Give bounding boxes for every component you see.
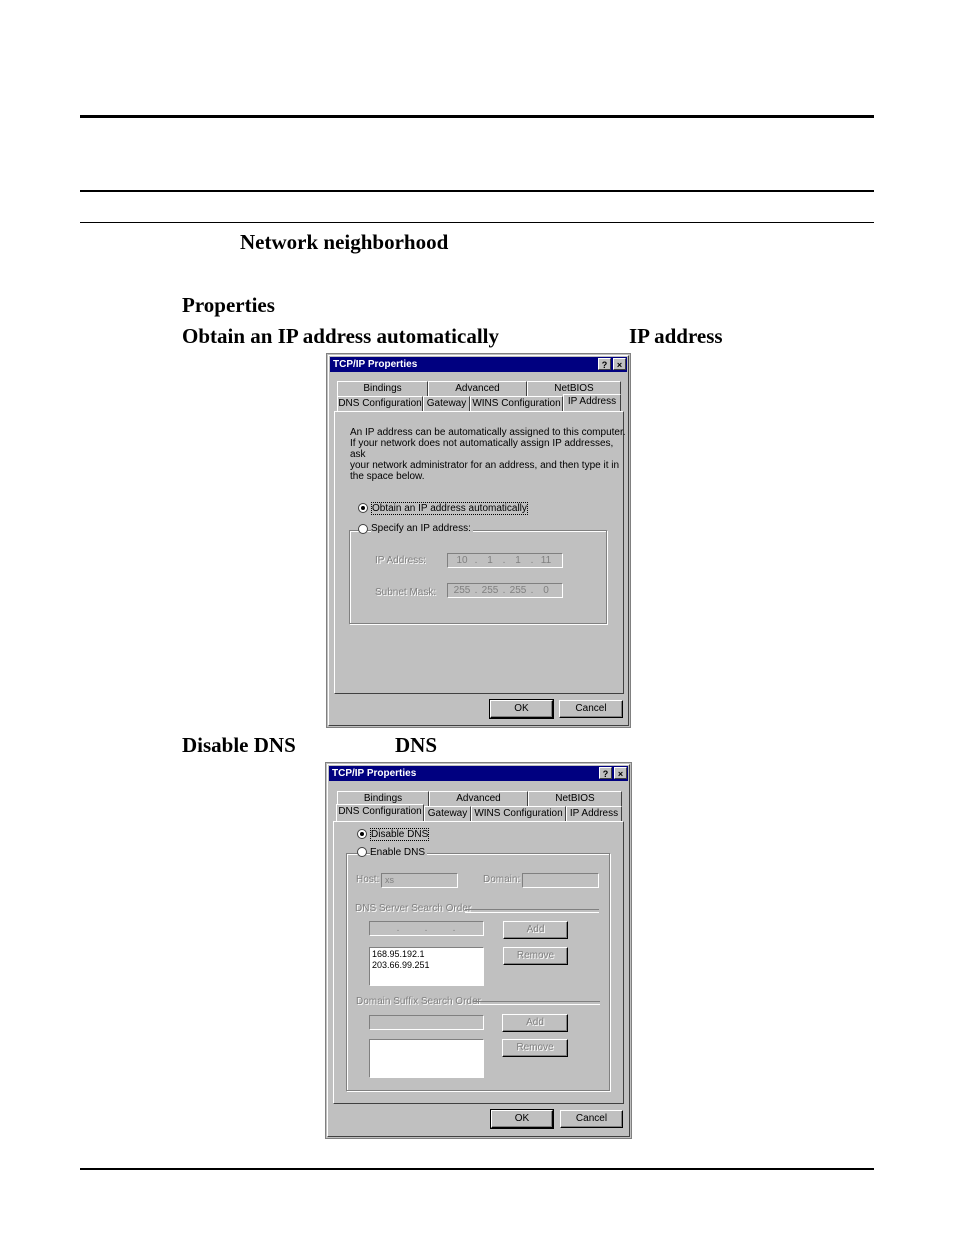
add-dns-button[interactable]: Add: [503, 921, 568, 939]
heading-properties: Properties: [182, 293, 275, 317]
radio-obtain-ip-label[interactable]: Obtain an IP address automatically: [372, 503, 527, 514]
suffix-input[interactable]: [369, 1015, 484, 1030]
subnet-mask-label: Subnet Mask:: [375, 587, 437, 598]
remove-suffix-button[interactable]: Remove: [502, 1039, 568, 1057]
description-text: An IP address can be automatically assigned to this computer. If your network does not automatically assign IP addresses, ask your network administrator for an address, and then type it in the space below.: [350, 427, 626, 482]
help-button[interactable]: ?: [598, 358, 611, 370]
step-dns: DNS: [395, 733, 438, 757]
mask-dot: .: [530, 585, 534, 596]
radio-enable-dns[interactable]: [357, 847, 367, 857]
dns-server-list[interactable]: [369, 947, 484, 986]
ok-button[interactable]: OK: [490, 700, 553, 718]
section-rule: [80, 190, 874, 192]
domain-label: Domain:: [483, 874, 521, 885]
radio-disable-dns-label[interactable]: Disable DNS: [371, 829, 429, 840]
titlebar: [329, 766, 628, 781]
tcpip-dialog-ip: [326, 353, 631, 728]
tab-advanced[interactable]: Advanced: [429, 791, 528, 806]
tab-dns-configuration[interactable]: DNS Configuration: [336, 804, 424, 821]
tab-gateway[interactable]: Gateway: [423, 396, 470, 411]
help-button[interactable]: ?: [599, 767, 612, 779]
radio-specify-ip[interactable]: [358, 524, 368, 534]
dns-order-label: DNS Server Search Order: [355, 903, 472, 914]
dialog-title: TCP/IP Properties: [332, 768, 417, 779]
mask-octet-4: 0: [543, 585, 549, 596]
ip-dot: .: [502, 555, 506, 566]
ip-octet-3: 1: [515, 555, 521, 566]
tab-netbios[interactable]: NetBIOS: [528, 791, 622, 806]
close-button[interactable]: ×: [613, 358, 626, 370]
mask-octet-2: 255: [481, 585, 499, 596]
top-rule: [80, 115, 874, 118]
suffix-order-label: Domain Suffix Search Order: [356, 996, 481, 1007]
host-label: Host:: [356, 874, 380, 885]
host-value: xs: [385, 875, 394, 885]
ip-address-label: IP Address:: [375, 555, 426, 566]
tab-bindings[interactable]: Bindings: [337, 791, 429, 806]
tab-advanced[interactable]: Advanced: [428, 381, 527, 396]
radio-enable-dns-label[interactable]: Enable DNS: [370, 847, 426, 858]
domain-field[interactable]: [522, 873, 599, 888]
suffix-list[interactable]: [369, 1039, 484, 1078]
ip-octet-2: 1: [487, 555, 493, 566]
tab-netbios[interactable]: NetBIOS: [527, 381, 621, 396]
mask-octet-1: 255: [453, 585, 471, 596]
tab-wins-configuration[interactable]: WINS Configuration: [470, 396, 563, 411]
cancel-button[interactable]: Cancel: [559, 700, 623, 718]
step-ip-address: IP address: [629, 324, 723, 348]
dns-server-entries[interactable]: 168.95.192.1 203.66.99.251: [372, 949, 430, 970]
remove-dns-button[interactable]: Remove: [503, 947, 568, 965]
tab-ip-address[interactable]: IP Address: [563, 394, 621, 411]
cancel-button[interactable]: Cancel: [560, 1110, 623, 1128]
ip-octet-1: 10: [456, 555, 468, 566]
tab-wins-configuration[interactable]: WINS Configuration: [471, 806, 566, 821]
ip-dot: .: [530, 555, 534, 566]
step-disable-dns: Disable DNS: [182, 733, 296, 757]
ip-octet-4: 11: [540, 555, 552, 566]
ip-address-field[interactable]: [447, 553, 563, 568]
radio-obtain-ip[interactable]: [358, 503, 368, 513]
step-obtain: Obtain an IP address automatically: [182, 324, 499, 348]
mask-dot: .: [502, 585, 506, 596]
add-suffix-button[interactable]: Add: [502, 1014, 568, 1032]
suffix-order-separator: [473, 1001, 600, 1005]
radio-specify-ip-label[interactable]: Specify an IP address:: [371, 523, 471, 534]
ip-dot: .: [474, 555, 478, 566]
dns-order-separator: [465, 909, 599, 913]
dns-server-ip-field[interactable]: [369, 921, 484, 936]
tab-gateway[interactable]: Gateway: [424, 806, 471, 821]
heading-network: Network neighborhood: [240, 230, 449, 254]
titlebar: [330, 357, 627, 372]
tcpip-dialog-dns: [325, 762, 632, 1139]
radio-disable-dns[interactable]: [357, 829, 367, 839]
tab-ip-address[interactable]: IP Address: [566, 806, 622, 821]
host-field[interactable]: [381, 873, 458, 888]
subnet-mask-field[interactable]: [447, 583, 563, 598]
ok-button[interactable]: OK: [491, 1110, 553, 1128]
specify-ip-group: [349, 530, 607, 624]
bottom-rule: [80, 1168, 874, 1170]
tab-bindings[interactable]: Bindings: [337, 381, 428, 396]
tab-dns-configuration[interactable]: DNS Configuration: [338, 398, 422, 409]
subsection-rule: [80, 222, 874, 223]
dialog-title: TCP/IP Properties: [333, 359, 418, 370]
dns-ip-dot: .: [396, 923, 400, 934]
mask-octet-3: 255: [509, 585, 527, 596]
mask-dot: .: [474, 585, 478, 596]
close-button[interactable]: ×: [614, 767, 627, 779]
dns-ip-dot: .: [452, 923, 456, 934]
dns-ip-dot: .: [424, 923, 428, 934]
